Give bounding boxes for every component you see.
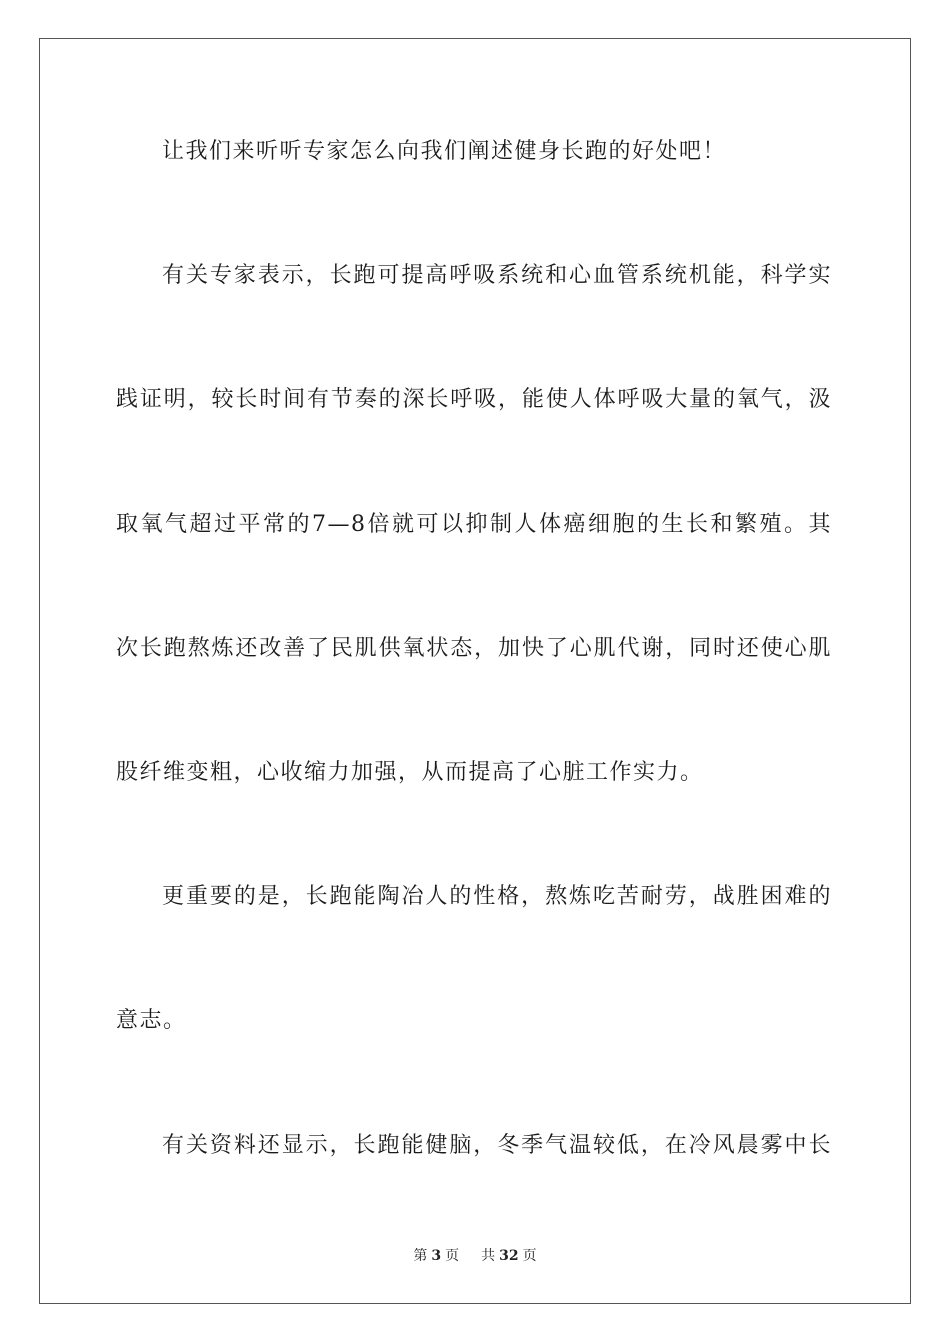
total-suffix: 页 xyxy=(522,1248,537,1264)
page-footer xyxy=(0,1247,950,1265)
page-border xyxy=(39,38,911,1304)
text-line-8: 意志。 xyxy=(116,1008,187,1033)
text-line-7: 更重要的是，长跑能陶冶人的性格，熬炼吃苦耐劳，战胜困难的 xyxy=(162,884,832,909)
text-line-1: 让我们来听听专家怎么向我们阐述健身长跑的好处吧！ xyxy=(162,139,727,164)
total-prefix: 共 xyxy=(481,1248,496,1264)
text-line-9: 有关资料还显示，长跑能健脑，冬季气温较低，在冷风晨雾中长 xyxy=(162,1133,832,1158)
text-line-5: 次长跑熬炼还改善了民肌供氧状态，加快了心肌代谢，同时还使心肌 xyxy=(116,636,832,661)
text-line-2: 有关专家表示，长跑可提高呼吸系统和心血管系统机能，科学实 xyxy=(162,263,832,288)
total-pages: 32 xyxy=(499,1248,519,1264)
page-prefix: 第 xyxy=(413,1248,428,1264)
page-number: 3 xyxy=(431,1248,442,1264)
page-suffix: 页 xyxy=(445,1248,460,1264)
text-line-3: 践证明，较长时间有节奏的深长呼吸，能使人体呼吸大量的氧气，汲 xyxy=(116,387,832,412)
text-line-6: 股纤维变粗，心收缩力加强，从而提高了心脏工作实力。 xyxy=(116,760,704,785)
text-line-4: 取氧气超过平常的7—8倍就可以抑制人体癌细胞的生长和繁殖。其 xyxy=(116,512,832,537)
